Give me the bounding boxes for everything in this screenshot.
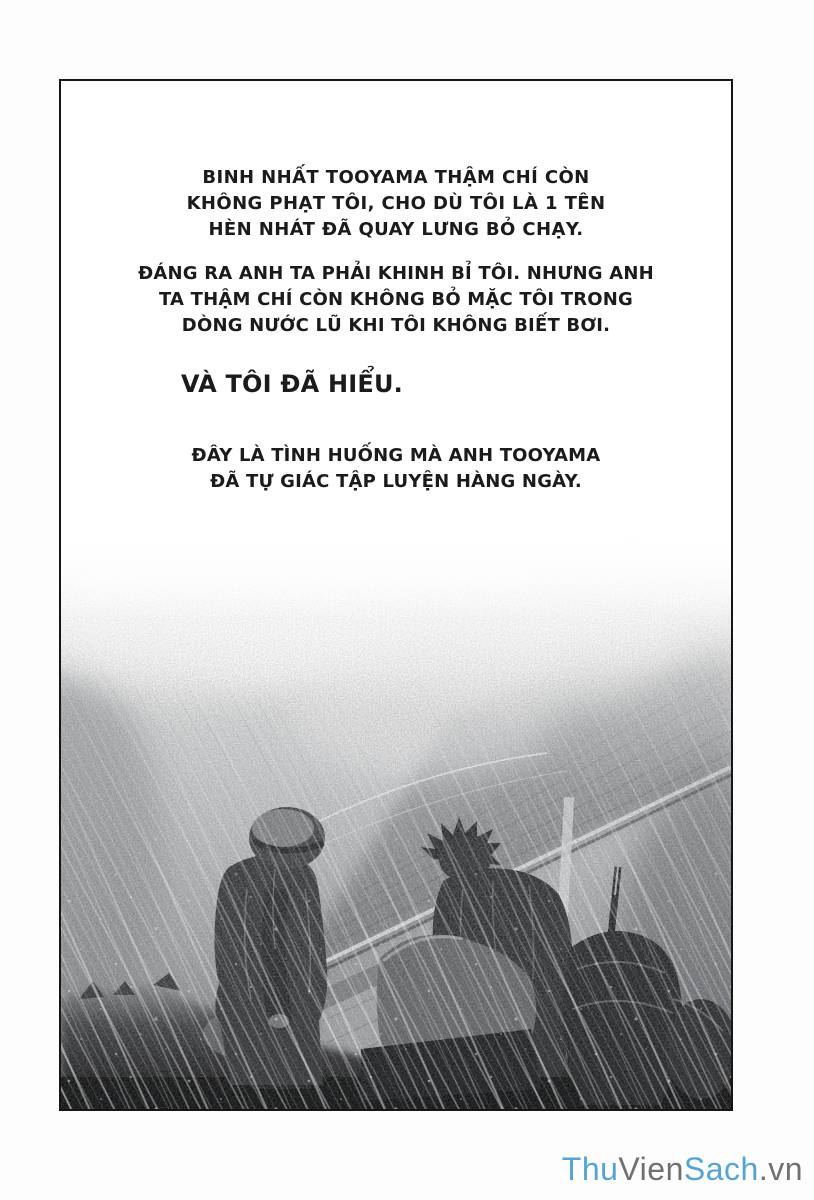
narration-line: VÀ TÔI ĐÃ HIỂU. [181,370,403,398]
narration-line: HÈN NHÁT ĐÃ QUAY LƯNG BỎ CHẠY. [208,219,584,240]
watermark-part: Thu [561,1151,619,1187]
watermark-part: .vn [758,1151,803,1187]
narration-block [61,81,731,495]
narration-line: KHÔNG PHẠT TÔI, CHO DÙ TÔI LÀ 1 TÊN [186,193,606,214]
narration-paragraph [61,165,731,243]
narration-paragraph [61,443,731,495]
watermark-part: Sach [683,1151,759,1187]
narration-line: TA THẬM CHÍ CÒN KHÔNG BỎ MẶC TÔI TRONG [158,289,634,310]
narration-line: ĐÂY LÀ TÌNH HUỐNG MÀ ANH TOOYAMA [191,445,601,466]
rain-scene-svg [61,529,733,1109]
rain-illustration [61,529,733,1109]
narration-line: ĐÃ TỰ GIÁC TẬP LUYỆN HÀNG NGÀY. [210,471,582,492]
narration-line: ĐÁNG RA ANH TA PHẢI KHINH BỈ TÔI. NHƯNG ANH [138,263,654,284]
watermark-logo [562,1151,803,1188]
narration-paragraph [61,369,731,399]
narration-line: DÒNG NƯỚC LŨ KHI TÔI KHÔNG BIẾT BƠI. [181,315,611,336]
watermark-part: Vien [618,1151,684,1187]
narration-line: BINH NHẤT TOOYAMA THẬM CHÍ CÒN [202,167,590,188]
panel-frame [59,79,733,1111]
narration-paragraph [61,261,731,339]
